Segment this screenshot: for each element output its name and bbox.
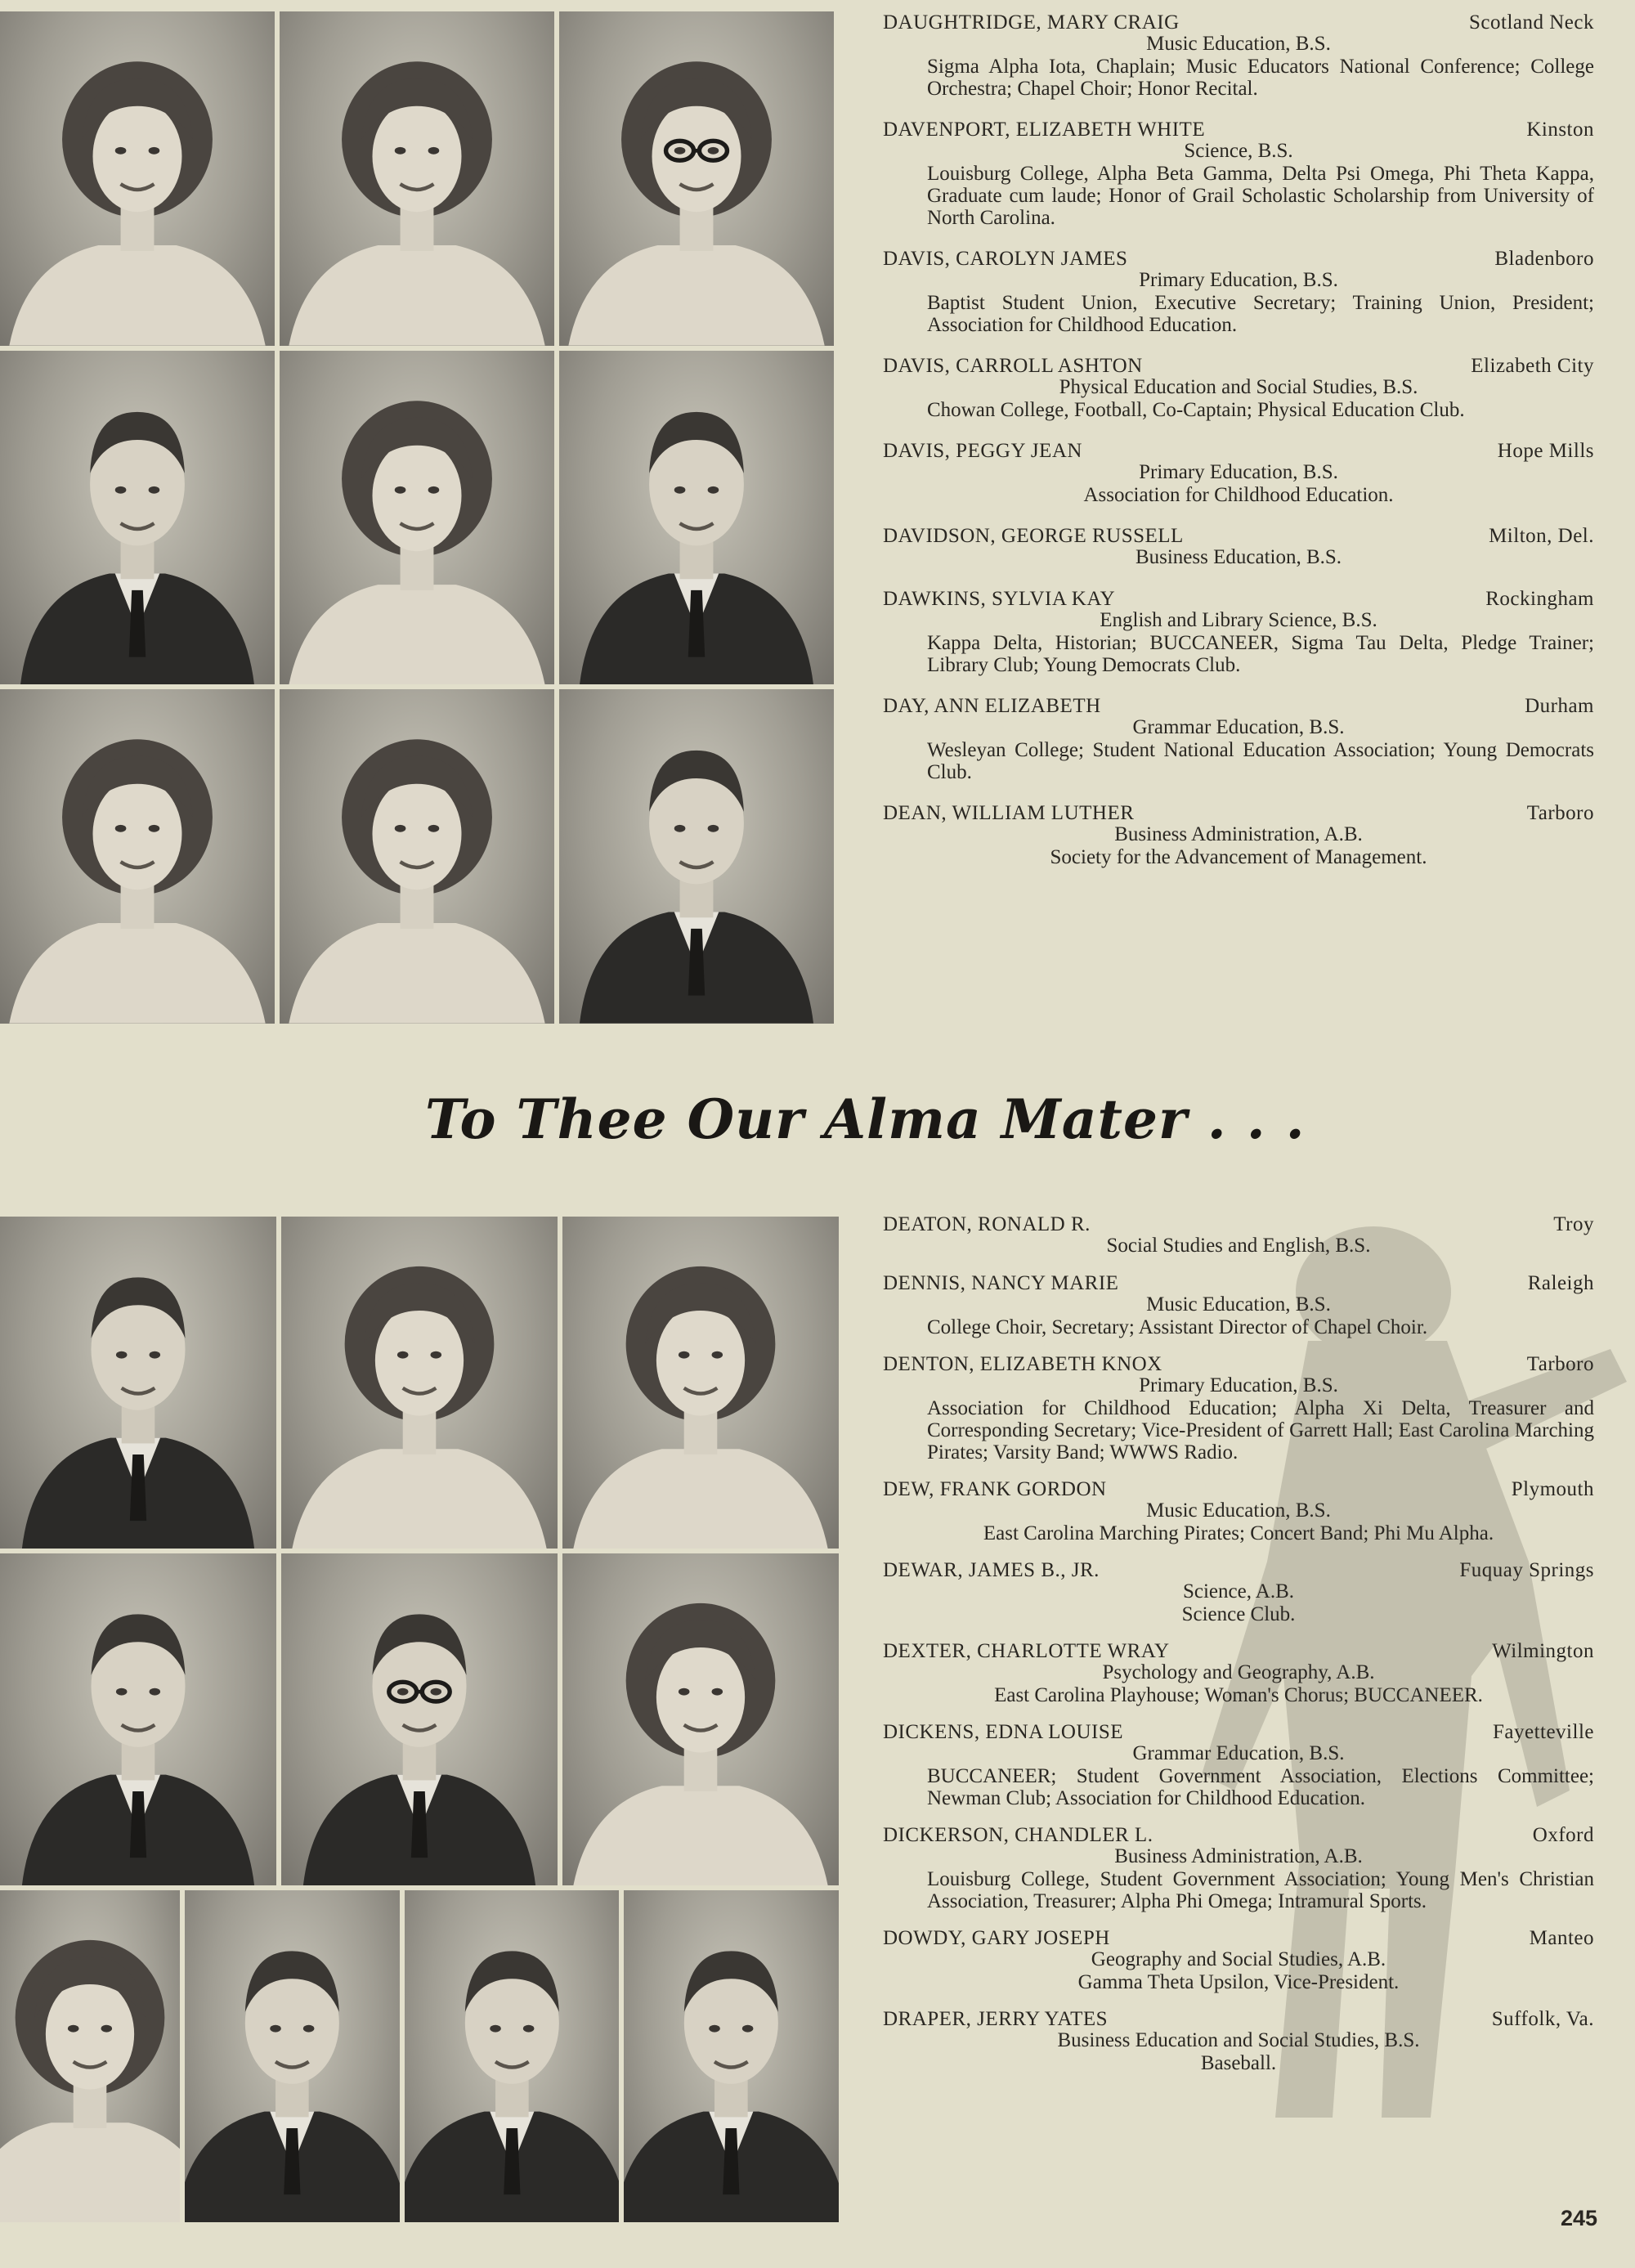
senior-major: Business Administration, A.B. bbox=[1114, 823, 1363, 845]
senior-name: DEAN, WILLIAM LUTHER bbox=[883, 802, 1135, 824]
senior-hometown: Wilmington bbox=[1492, 1640, 1594, 1662]
senior-activities: Society for the Advancement of Management. bbox=[1050, 846, 1427, 868]
senior-entry bbox=[883, 525, 1594, 569]
senior-activities: Kappa Delta, Historian; BUCCANEER, Sigma Tau Delta, Pledge Trainer; Library Club; Young Democrats Club. bbox=[927, 632, 1594, 676]
senior-hometown: Manteo bbox=[1529, 1927, 1594, 1949]
senior-activities: College Choir, Secretary; Assistant Director of Chapel Choir. bbox=[927, 1316, 1428, 1338]
senior-name: DICKENS, EDNA LOUISE bbox=[883, 1721, 1124, 1743]
portrait-photo bbox=[559, 351, 834, 685]
senior-name: DAVIDSON, GEORGE RUSSELL bbox=[883, 525, 1184, 547]
senior-major: Music Education, B.S. bbox=[1146, 33, 1331, 55]
senior-hometown: Scotland Neck bbox=[1469, 11, 1594, 34]
portrait-silhouette bbox=[281, 1217, 558, 1549]
senior-hometown: Fuquay Springs bbox=[1459, 1559, 1594, 1581]
portrait-silhouette bbox=[405, 1890, 620, 2222]
top-senior-entries bbox=[883, 11, 1594, 887]
senior-major: Business Education, B.S. bbox=[1135, 546, 1342, 568]
senior-hometown: Durham bbox=[1525, 695, 1594, 717]
senior-hometown: Tarboro bbox=[1526, 1353, 1594, 1375]
bottom-senior-entries bbox=[883, 1213, 1594, 2089]
senior-major: Social Studies and English, B.S. bbox=[1106, 1235, 1371, 1257]
senior-name: DAY, ANN ELIZABETH bbox=[883, 695, 1101, 717]
portrait-photo bbox=[624, 1890, 839, 2222]
senior-entry bbox=[883, 695, 1594, 783]
senior-entry bbox=[883, 355, 1594, 421]
portrait-photo bbox=[559, 689, 834, 1024]
senior-activities: Gamma Theta Upsilon, Vice-President. bbox=[1077, 1971, 1400, 1993]
portrait-photo bbox=[405, 1890, 620, 2222]
portrait-photo bbox=[562, 1217, 839, 1549]
senior-activities: Association for Childhood Education. bbox=[1083, 484, 1394, 506]
portrait-photo bbox=[0, 11, 275, 346]
portrait-silhouette bbox=[280, 351, 554, 685]
portrait-silhouette bbox=[562, 1217, 839, 1549]
senior-hometown: Plymouth bbox=[1511, 1478, 1594, 1500]
portrait-photo bbox=[562, 1553, 839, 1885]
portrait-silhouette bbox=[185, 1890, 400, 2222]
senior-entry bbox=[883, 588, 1594, 676]
senior-name: DOWDY, GARY JOSEPH bbox=[883, 1927, 1110, 1949]
senior-hometown: Hope Mills bbox=[1497, 440, 1594, 462]
senior-entry bbox=[883, 1559, 1594, 1625]
senior-entry bbox=[883, 1927, 1594, 1993]
senior-entry bbox=[883, 119, 1594, 229]
senior-name: DAUGHTRIDGE, MARY CRAIG bbox=[883, 11, 1180, 34]
senior-hometown: Tarboro bbox=[1526, 802, 1594, 824]
senior-major: Grammar Education, B.S. bbox=[1132, 1742, 1345, 1764]
senior-major: Primary Education, B.S. bbox=[1139, 461, 1338, 483]
senior-entry bbox=[883, 2008, 1594, 2074]
senior-entry bbox=[883, 802, 1594, 868]
senior-activities: Chowan College, Football, Co-Captain; Physical Education Club. bbox=[927, 399, 1465, 421]
senior-major: Music Education, B.S. bbox=[1146, 1293, 1331, 1316]
portrait-photo bbox=[0, 351, 275, 685]
senior-name: DAWKINS, SYLVIA KAY bbox=[883, 588, 1116, 610]
senior-entry bbox=[883, 440, 1594, 506]
senior-name: DAVIS, PEGGY JEAN bbox=[883, 440, 1082, 462]
portrait-silhouette bbox=[0, 11, 275, 346]
senior-activities: East Carolina Marching Pirates; Concert Band; Phi Mu Alpha. bbox=[983, 1522, 1494, 1544]
senior-major: Grammar Education, B.S. bbox=[1132, 716, 1345, 738]
senior-entry bbox=[883, 1213, 1594, 1257]
senior-activities: Association for Childhood Education; Alpha Xi Delta, Treasurer and Corresponding Secretary; Vice-President of Garrett Hall; East Carolina Marching Pirates; Varsity Band; WWWS Radio. bbox=[927, 1397, 1594, 1463]
section-title: To Thee Our Alma Mater . . . bbox=[425, 1087, 1306, 1151]
senior-major: Science, B.S. bbox=[1184, 140, 1293, 162]
senior-entry bbox=[883, 1272, 1594, 1338]
portrait-silhouette bbox=[0, 351, 275, 685]
portrait-photo bbox=[0, 689, 275, 1024]
senior-hometown: Oxford bbox=[1532, 1824, 1594, 1846]
portrait-silhouette bbox=[559, 11, 834, 346]
senior-name: DICKERSON, CHANDLER L. bbox=[883, 1824, 1153, 1846]
senior-entry bbox=[883, 1353, 1594, 1463]
senior-activities: Wesleyan College; Student National Education Association; Young Democrats Club. bbox=[927, 739, 1594, 783]
senior-entry bbox=[883, 1721, 1594, 1809]
senior-entry bbox=[883, 248, 1594, 336]
senior-activities: Louisburg College, Student Government Association; Young Men's Christian Association, Treasurer; Alpha Phi Omega; Intramural Sports. bbox=[927, 1868, 1594, 1912]
portrait-photo bbox=[0, 1890, 180, 2222]
senior-major: Primary Education, B.S. bbox=[1139, 1374, 1338, 1396]
senior-major: Physical Education and Social Studies, B.S. bbox=[1059, 376, 1418, 398]
senior-major: Psychology and Geography, A.B. bbox=[1102, 1661, 1375, 1683]
senior-hometown: Fayetteville bbox=[1492, 1721, 1594, 1743]
senior-name: DEWAR, JAMES B., JR. bbox=[883, 1559, 1100, 1581]
senior-name: DEW, FRANK GORDON bbox=[883, 1478, 1107, 1500]
portrait-silhouette bbox=[559, 351, 834, 685]
senior-name: DAVIS, CAROLYN JAMES bbox=[883, 248, 1128, 270]
bottom-portrait-row bbox=[0, 1890, 839, 2222]
senior-major: English and Library Science, B.S. bbox=[1100, 609, 1377, 631]
senior-hometown: Rockingham bbox=[1485, 588, 1594, 610]
bottom-portrait-grid bbox=[0, 1217, 839, 1885]
senior-name: DAVENPORT, ELIZABETH WHITE bbox=[883, 119, 1206, 141]
portrait-silhouette bbox=[281, 1553, 558, 1885]
senior-entry bbox=[883, 1640, 1594, 1706]
portrait-silhouette bbox=[280, 11, 554, 346]
portrait-photo bbox=[0, 1553, 276, 1885]
senior-entry bbox=[883, 1824, 1594, 1912]
senior-hometown: Suffolk, Va. bbox=[1491, 2008, 1594, 2030]
senior-name: DAVIS, CARROLL ASHTON bbox=[883, 355, 1143, 377]
portrait-photo bbox=[280, 351, 554, 685]
senior-name: DENNIS, NANCY MARIE bbox=[883, 1272, 1119, 1294]
senior-hometown: Kinston bbox=[1526, 119, 1594, 141]
portrait-silhouette bbox=[280, 689, 554, 1024]
senior-activities: Louisburg College, Alpha Beta Gamma, Delta Psi Omega, Phi Theta Kappa, Graduate cum laude; Honor of Grail Scholastic Scholarship from University of North Carolina. bbox=[927, 163, 1594, 229]
senior-activities: Science Club. bbox=[1181, 1603, 1296, 1625]
senior-activities: Baptist Student Union, Executive Secretary; Training Union, President; Association for Childhood Education. bbox=[927, 292, 1594, 336]
senior-major: Science, A.B. bbox=[1182, 1580, 1295, 1602]
senior-hometown: Elizabeth City bbox=[1471, 355, 1594, 377]
page-number: 245 bbox=[1560, 2206, 1597, 2230]
senior-major: Business Education and Social Studies, B.S. bbox=[1057, 2029, 1420, 2051]
senior-entry bbox=[883, 1478, 1594, 1544]
senior-hometown: Raleigh bbox=[1527, 1272, 1594, 1294]
portrait-silhouette bbox=[0, 689, 275, 1024]
portrait-silhouette bbox=[562, 1553, 839, 1885]
senior-name: DRAPER, JERRY YATES bbox=[883, 2008, 1109, 2030]
portrait-silhouette bbox=[559, 689, 834, 1024]
senior-name: DEXTER, CHARLOTTE WRAY bbox=[883, 1640, 1170, 1662]
senior-activities: East Carolina Playhouse; Woman's Chorus; BUCCANEER. bbox=[994, 1684, 1483, 1706]
portrait-photo bbox=[280, 689, 554, 1024]
senior-hometown: Troy bbox=[1553, 1213, 1594, 1235]
portrait-photo bbox=[281, 1217, 558, 1549]
senior-entry bbox=[883, 11, 1594, 100]
senior-activities: Baseball. bbox=[1200, 2052, 1277, 2074]
portrait-photo bbox=[281, 1553, 558, 1885]
portrait-photo bbox=[0, 1217, 276, 1549]
portrait-silhouette bbox=[0, 1890, 180, 2222]
top-portrait-grid bbox=[0, 11, 834, 1024]
senior-name: DEATON, RONALD R. bbox=[883, 1213, 1091, 1235]
senior-major: Music Education, B.S. bbox=[1146, 1499, 1331, 1522]
portrait-photo bbox=[280, 11, 554, 346]
senior-major: Business Administration, A.B. bbox=[1114, 1845, 1363, 1867]
senior-activities: Sigma Alpha Iota, Chaplain; Music Educators National Conference; College Orchestra; Chapel Choir; Honor Recital. bbox=[927, 56, 1594, 100]
portrait-silhouette bbox=[0, 1553, 276, 1885]
senior-hometown: Bladenboro bbox=[1494, 248, 1594, 270]
senior-name: DENTON, ELIZABETH KNOX bbox=[883, 1353, 1162, 1375]
senior-activities: BUCCANEER; Student Government Association, Elections Committee; Newman Club; Association for Childhood Education. bbox=[927, 1765, 1594, 1809]
portrait-silhouette bbox=[0, 1217, 276, 1549]
senior-major: Geography and Social Studies, A.B. bbox=[1091, 1948, 1386, 1970]
senior-hometown: Milton, Del. bbox=[1489, 525, 1594, 547]
portrait-photo bbox=[185, 1890, 400, 2222]
portrait-silhouette bbox=[624, 1890, 839, 2222]
senior-major: Primary Education, B.S. bbox=[1139, 269, 1338, 291]
portrait-photo bbox=[559, 11, 834, 346]
